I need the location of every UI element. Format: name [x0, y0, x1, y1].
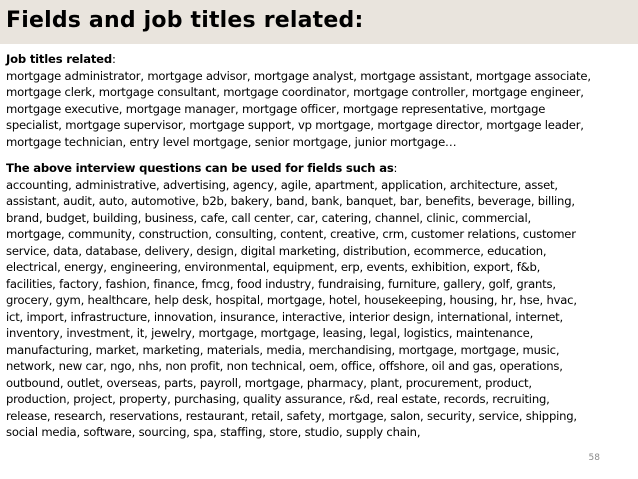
job-titles-list [6, 68, 630, 151]
fields-list [6, 177, 630, 441]
job-titles-heading-line [6, 51, 630, 68]
fields-heading-colon: : [393, 161, 398, 175]
job-titles-line: mortgage clerk, mortgage consultant, mortgage coordinator, mortgage controller, mortgage engineer, [6, 85, 584, 99]
fields-line: grocery, gym, healthcare, help desk, hospital, mortgage, hotel, housekeeping, housing, hr, hse, hvac, [6, 293, 577, 307]
fields-line: outbound, outlet, overseas, parts, payroll, mortgage, pharmacy, plant, procurement, product, [6, 375, 532, 390]
job-titles-heading-colon: : [111, 52, 116, 66]
title-bar [0, 0, 638, 44]
fields-line: accounting, administrative, advertising, agency, agile, apartment, application, architecture, asset, [6, 177, 558, 192]
job-titles-line: specialist, mortgage supervisor, mortgage support, vp mortgage, mortgage director, mortgage leader, [6, 118, 584, 132]
fields-line: service, data, database, delivery, design, digital marketing, distribution, ecommerce, education, [6, 243, 547, 258]
job-titles-line: mortgage administrator, mortgage advisor, mortgage analyst, mortgage assistant, mortgage associate, [6, 68, 591, 83]
fields-line: manufacturing, market, marketing, materials, media, merchandising, mortgage, mortgage, music, [6, 342, 560, 357]
fields-heading: The above interview questions can be used for fields such as [6, 161, 394, 175]
fields-line: mortgage, community, construction, consulting, content, creative, crm, customer relations, customer [6, 227, 576, 241]
fields-line: release, research, reservations, restaurant, retail, safety, mortgage, salon, security, service, shipping, [6, 408, 577, 423]
fields-line: network, new car, ngo, nhs, non profit, non technical, oem, office, offshore, oil and gas, operations, [6, 359, 563, 373]
section-gap [6, 150, 630, 160]
job-titles-line: mortgage technician, entry level mortgage, senior mortgage, junior mortgage… [6, 134, 457, 149]
slide-content [6, 51, 630, 441]
job-titles-line: mortgage executive, mortgage manager, mortgage officer, mortgage representative, mortgage [6, 101, 546, 116]
page-number: 58 [588, 453, 600, 463]
slide-title: Fields and job titles related: [6, 8, 364, 33]
job-titles-heading: Job titles related [6, 52, 112, 66]
fields-line: inventory, investment, it, jewelry, mortgage, mortgage, leasing, legal, logistics, maintenance, [6, 326, 534, 340]
fields-line: assistant, audit, auto, automotive, b2b, bakery, band, bank, banquet, bar, benefits, beverage, billing, [6, 194, 575, 208]
fields-line: facilities, factory, fashion, finance, fmcg, food industry, fundraising, furniture, gallery, golf, grants, [6, 276, 556, 291]
fields-line: social media, software, sourcing, spa, staffing, store, studio, supply chain, [6, 425, 421, 439]
fields-line: brand, budget, building, business, cafe, call center, car, catering, channel, clinic, commercial, [6, 210, 531, 225]
fields-heading-line [6, 160, 630, 177]
fields-line: production, project, property, purchasing, quality assurance, r&d, real estate, records, recruiting, [6, 392, 550, 406]
fields-line: electrical, energy, engineering, environmental, equipment, erp, events, exhibition, export, f&b, [6, 260, 541, 274]
fields-line: ict, import, infrastructure, innovation, insurance, interactive, interior design, international, internet, [6, 309, 564, 324]
